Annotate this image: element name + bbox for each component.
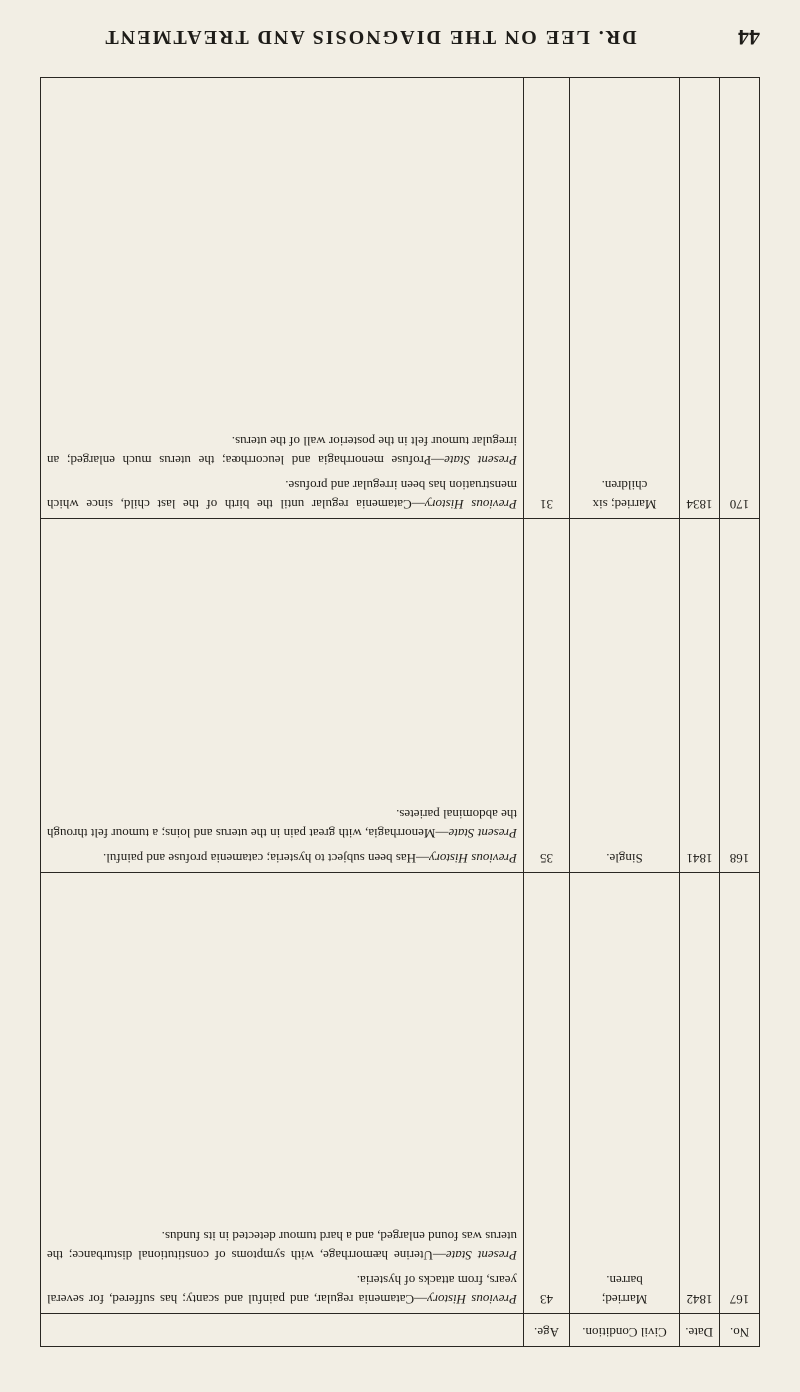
case-history-paragraph [47, 1271, 517, 1309]
section-label: Present State [445, 1248, 517, 1263]
section-text: —Catamenia regular until the birth of the last child, since which menstruation has been irregular and profuse. [46, 477, 517, 512]
page-header [40, 17, 760, 57]
case-table-wrapper [40, 77, 760, 1347]
case-notes [41, 78, 524, 519]
table-row [41, 78, 760, 519]
civil-condition-line: Married; [601, 1292, 648, 1307]
column-header-no: No. [720, 1314, 760, 1347]
case-civil-condition [570, 78, 680, 519]
case-number: 170 [720, 78, 760, 519]
page-number: 44 [738, 25, 760, 50]
table-row [41, 873, 760, 1314]
case-date: 1842 [680, 873, 720, 1314]
case-state-paragraph [47, 1227, 517, 1265]
column-header-date: Date. [680, 1314, 720, 1347]
section-label: Present State [444, 452, 517, 468]
section-label: Previous History [429, 851, 517, 867]
case-table [40, 77, 760, 1347]
section-text: —Catamenia regular, and painful and scanty; has suffered, for several years, from attacks of hysteria. [47, 1273, 517, 1307]
section-text: —Profuse menorrhagia and leucorrhœa; the uterus much enlarged; an irregular tumour felt in the posterior wall of the uterus. [47, 433, 517, 468]
running-title: DR. LEE ON THE DIAGNOSIS AND TREATMENT [103, 26, 637, 49]
case-age: 35 [524, 518, 570, 872]
case-number: 167 [720, 873, 760, 1314]
case-number: 168 [720, 518, 760, 872]
case-state-paragraph [47, 805, 517, 843]
case-age: 43 [524, 873, 570, 1314]
section-text: —Menorrhagia, with great pain in the uterus and loins; a tumour felt through the abdominal parietes. [47, 807, 517, 842]
case-history-paragraph [47, 849, 517, 868]
civil-condition-line: Married; six children. [592, 477, 657, 512]
case-notes [41, 873, 524, 1314]
case-notes [41, 518, 524, 872]
case-date: 1841 [680, 518, 720, 872]
column-header-age: Age. [524, 1314, 570, 1347]
case-age: 31 [524, 78, 570, 519]
case-civil-condition [570, 518, 680, 872]
section-text: —Has been subject to hysteria; catamenia profuse and painful. [103, 851, 430, 867]
case-history-paragraph [47, 476, 517, 514]
table-header-row [41, 1314, 760, 1347]
case-date: 1834 [680, 78, 720, 519]
column-header-notes [41, 1314, 524, 1347]
section-label: Present State [448, 826, 517, 842]
section-label: Previous History [427, 1292, 517, 1307]
civil-condition-line: Single. [606, 851, 643, 867]
table-row [41, 518, 760, 872]
case-civil-condition [570, 873, 680, 1314]
case-state-paragraph [47, 432, 517, 470]
section-text: —Uterine hæmorrhage, with symptoms of constitutional disturbance; the uterus was found enlarged, and a hard tumour detected in its fundus. [47, 1229, 517, 1263]
column-header-civil-condition: Civil Condition. [570, 1314, 680, 1347]
section-label: Previous History [424, 496, 517, 512]
civil-condition-line: barren. [606, 1273, 643, 1288]
